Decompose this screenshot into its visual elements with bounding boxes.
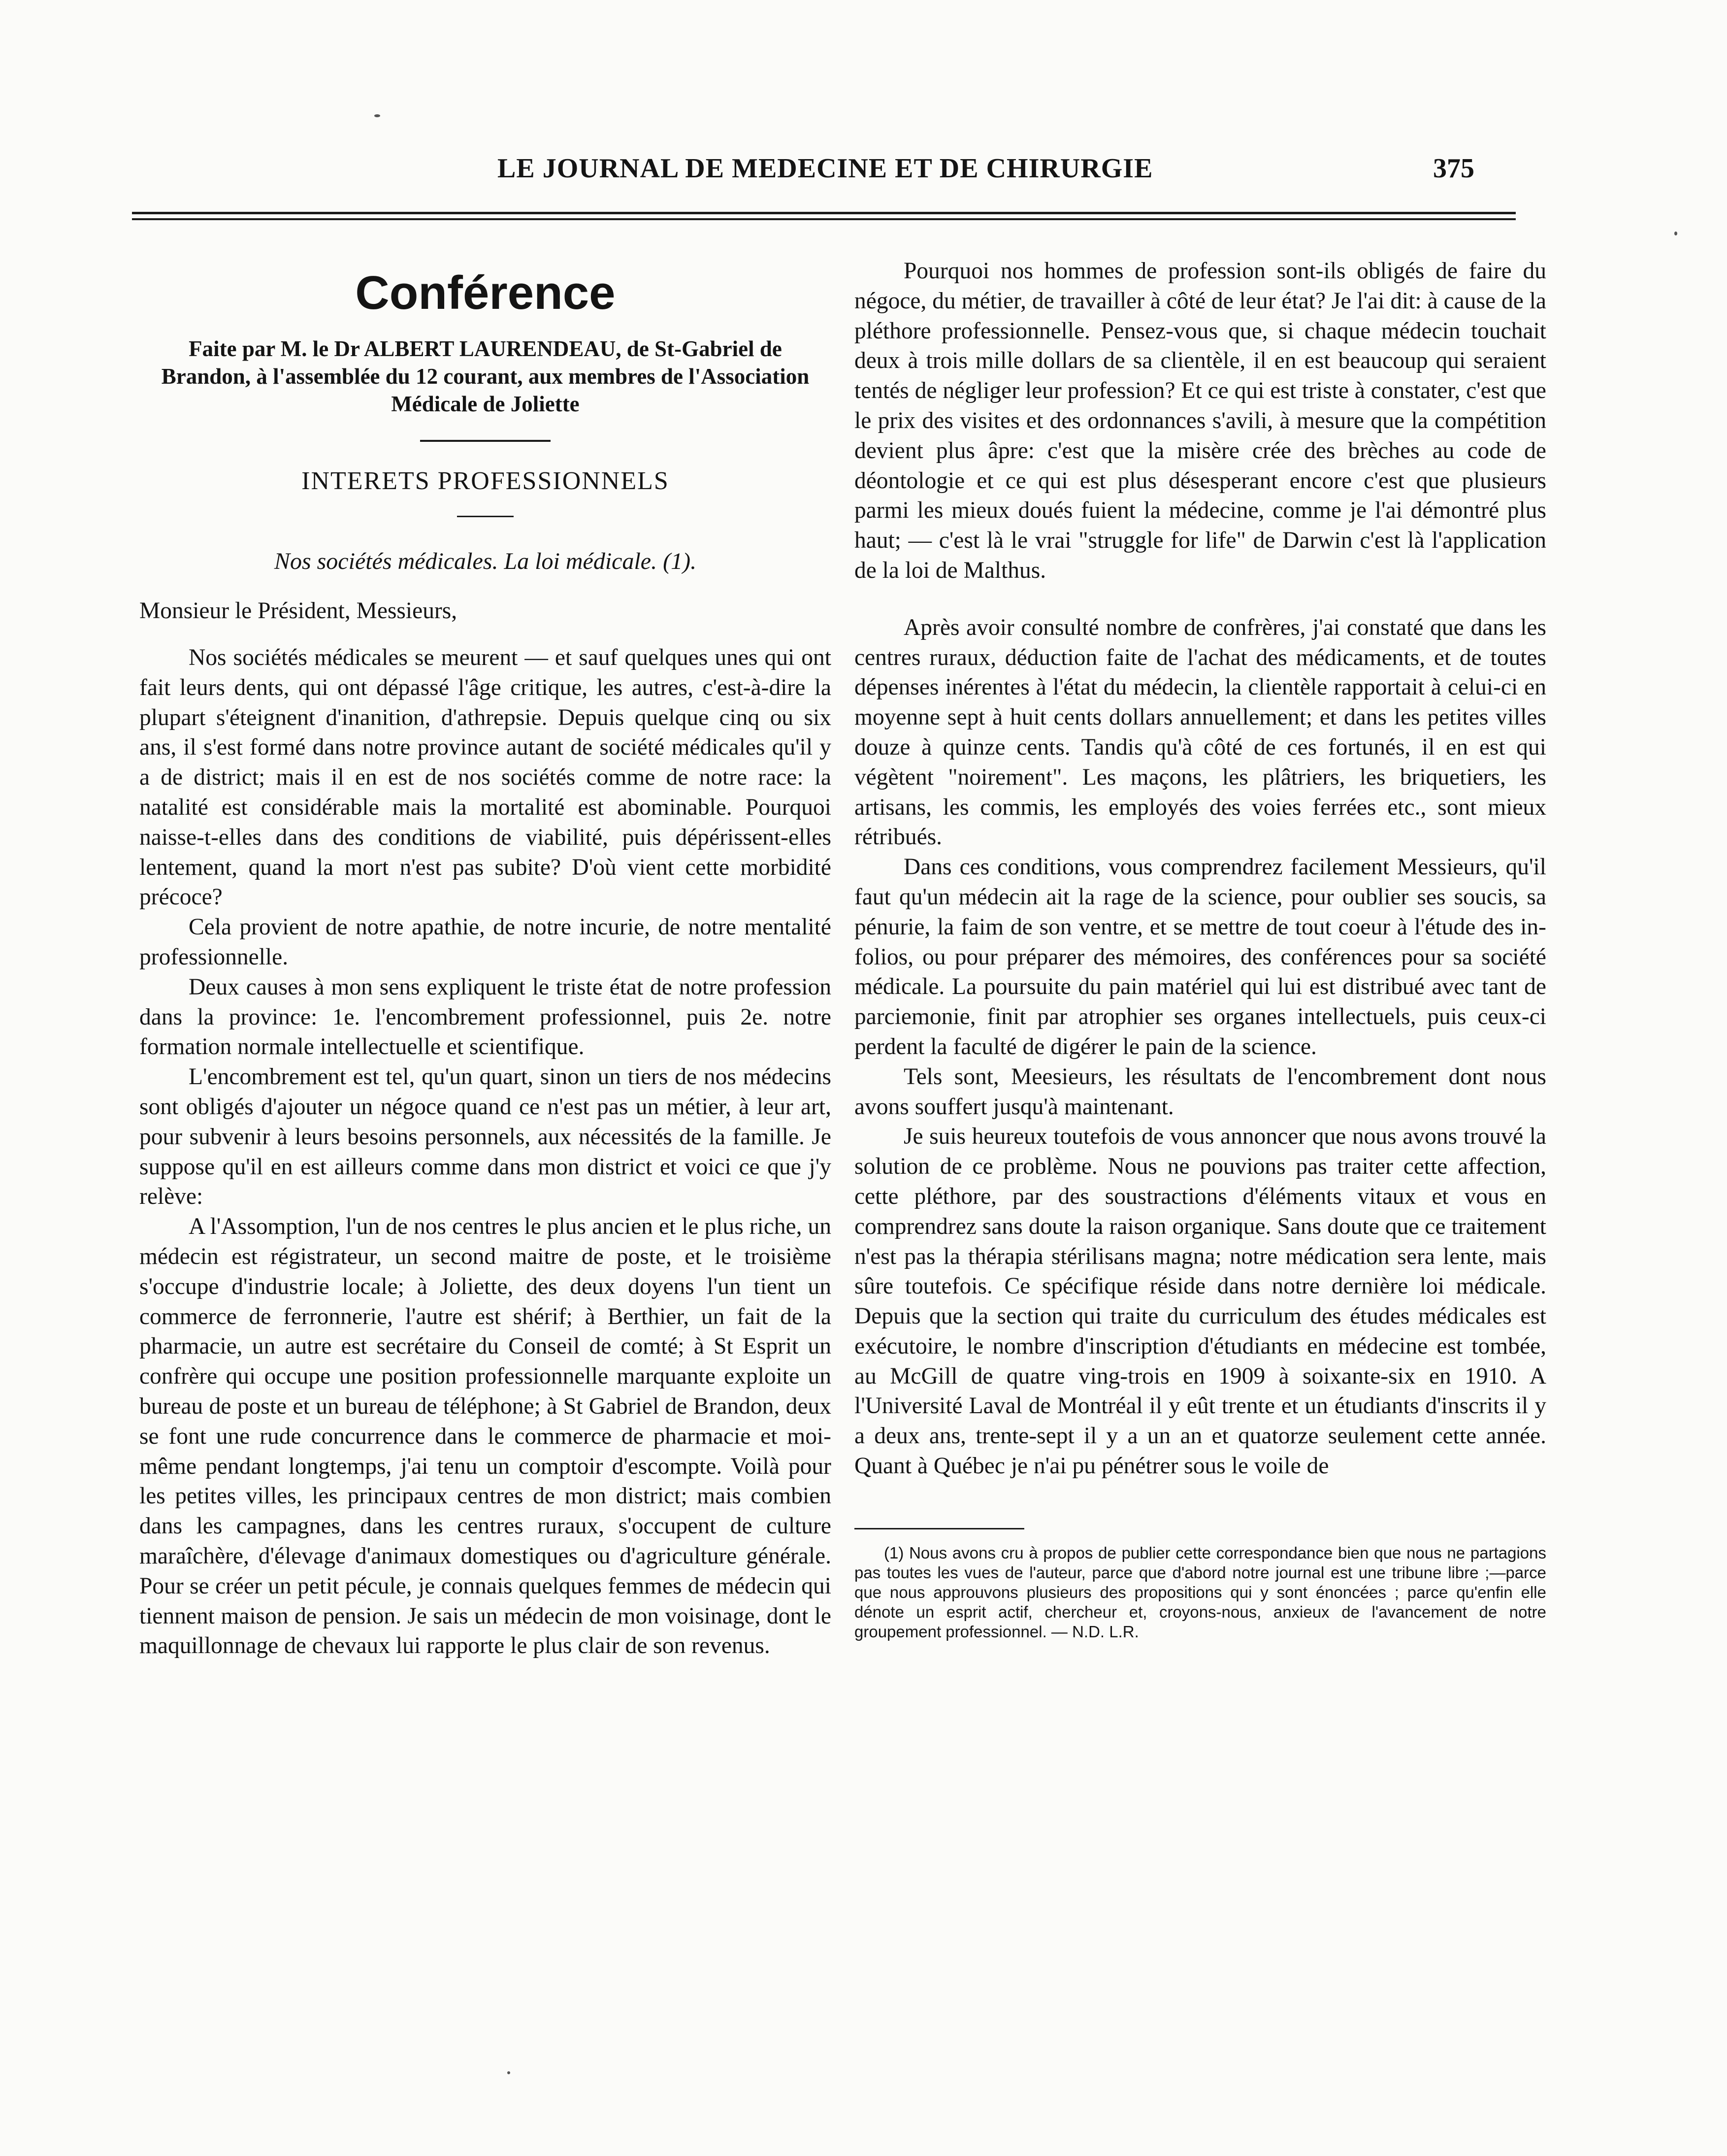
header-rule [132,212,1516,220]
left-paragraph-4: L'encombrement est tel, qu'un quart, sinon un tiers de nos médecins sont obligés d'ajouter un négoce quand ce n'est pas un métier, à leur art, pour subvenir à leurs besoins personnels, aux nécessités de la famille. Je suppose qu'il en est ailleurs comme dans mon district et voici ce que j'y relève: [139,1064,831,1210]
left-paragraph-1: Nos sociétés médicales se meurent — et sauf quelques unes qui ont fait leurs dents, qui ont dépassé l'âge critique, les autres, c'est-à-dire la plupart s'éteignent d'inanition, d'athrepsie. Depuis quelque cinq ou six ans, il s'est formé dans notre province autant de société médicales qu'il y a de district; mais il en est de nos sociétés comme de notre race: la natalité est considérable mais la mortalité est abominable. Pourquoi naisse-t-elles dans des conditions de viabilité, puis dépérissent-elles lentement, quand la mort n'est pas subite? D'où vient cette morbidité précoce? [139,645,831,910]
article-subtitle: Faite par M. le Dr ALBERT LAURENDEAU, de St-Gabriel de Brandon, à l'assemblée du 12 courant, aux membres de l'Association Médicale de Joliette [161,336,810,416]
journal-title: LE JOURNAL DE MEDECINE ET DE CHIRURGIE [497,153,1153,184]
footnote-rule [854,1528,1024,1529]
running-header [0,153,1727,192]
right-paragraph-4: Tels sont, Meesieurs, les résultats de l'encombrement dont nous avons souffert jusqu'à maintenant. [854,1063,1546,1120]
scan-speck [374,114,380,117]
paragraph-gap [854,586,1546,613]
left-paragraph-3: Deux causes à mon sens expliquent le triste état de notre profession dans la province: 1e. l'encombrement professionnel, puis 2e. notre formation normale intellectuelle et scientifique. [139,974,831,1060]
scan-speck [1674,232,1677,235]
right-paragraph-5: Je suis heureux toutefois de vous annoncer que nous avons trouvé la solution de ce problème. Nous ne pouvions pas traiter cette affection, cette pléthore, par des soustractions d'éléments vitaux et vous en comprendrez sans doute la raison organique. Sans doute que ce traitement n'est pas la thérapia stérilisans magna; notre médication sera lente, mais sûre toutefois. Ce spécifique réside dans notre dernière loi médicale. Depuis que la section qui traite du curriculum des études médicales est exécutoire, le nombre d'inscription d'étudiants en médecine est tombée, au McGill de quatre ving-trois en 1909 à soixante-six en 1910. A l'Université Laval de Montréal il y eût trente et un étudiants d'inscrits il y a deux ans, trente-sept il y a un an et quatorze seulement cette année. Quant à Québec je n'ai pu pénétrer sous le voile de [854,1124,1546,1479]
page-number: 375 [1433,153,1474,184]
title-divider [420,440,551,442]
section-title: INTERETS PROFESSIONNELS [301,467,669,495]
right-column [854,256,1546,1642]
footnote: (1) Nous avons cru à propos de publier cette correspondance bien que nous ne partagions pas toutes les vues de l'auteur, parce que d'abord notre journal est une tribune libre ;—parce que nous approuvons plusieurs des propositions qui y sont énoncées ; parce qu'enfin elle dénote un esprit actif, chercheur et, croyons-nous, anxieux de l'avancement de notre groupement professionnel. — N.D. L.R. [854,1543,1546,1641]
section-subtitle: Nos sociétés médicales. La loi médicale. (1). [274,548,697,574]
left-column [139,256,831,1661]
right-paragraph-1: Pourquoi nos hommes de profession sont-ils obligés de faire du négoce, du métier, de travailler à côté de leur état? Je l'ai dit: à cause de la pléthore professionnelle. Pensez-vous que, si chaque médecin touchait deux à trois mille dollars de sa clientèle, il en est beaucoup qui seraient tentés de négliger leur profession? Et ce qui est triste à constater, c'est que le prix des visites et des ordonnances s'avili, à mesure que la compétition devient plus âpre: c'est que la misère crée des brèches au code de déontologie et ce qui est plus désesperant encore c'est que plusieurs parmi les mieux doués fuient la médecine, comme je l'ai démontré plus haut; — c'est là le vrai "struggle for life" de Darwin c'est là l'application de la loi de Malthus. [854,258,1546,583]
article-title: Conférence [355,266,616,319]
section-divider [457,516,514,517]
right-paragraph-2: Après avoir consulté nombre de confrères, j'ai constaté que dans les centres ruraux, déduction faite de l'achat des médicaments, et de toutes dépenses inérentes à l'état du médecin, la clientèle rapportait à celui-ci en moyenne sept à huit cents dollars annuellement; et dans les petites villes douze à quinze cents. Tandis qu'à côté de ces fortunés, il en est qui végètent "noirement". Les maçons, les plâtriers, les briquetiers, les artisans, les commis, les employés des voies ferrées etc., sont mieux rétribués. [854,614,1546,850]
left-paragraph-2: Cela provient de notre apathie, de notre incurie, de notre mentalité professionnelle. [139,914,831,970]
right-paragraph-3: Dans ces conditions, vous comprendrez facilement Messieurs, qu'il faut qu'un médecin ait la rage de la science, pour oublier ses soucis, sa pénurie, la faim de son ventre, et se mettre de tout coeur à l'étude des in-folios, ou pour préparer des mémoires, des conférences pour sa société médicale. La poursuite du pain matériel qui lui est distribué avec tant de parciemonie, finit par atrophier ses organes intellectuels, puis ceux-ci perdent la faculté de digérer le pain de la science. [854,854,1546,1060]
left-paragraph-5: A l'Assomption, l'un de nos centres le plus ancien et le plus riche, un médecin est régistrateur, un second maitre de poste, et le troisième s'occupe d'industrie locale; à Joliette, des deux doyens l'un tient un commerce de ferronnerie, l'autre est shérif; à Berthier, un fait de la pharmacie, un autre est secrétaire du Conseil de comté; à St Esprit un confrère qui occupe une position professionnelle marquante exploite un bureau de poste et un bureau de téléphone; à St Gabriel de Brandon, deux se font une rude concurrence dans le commerce de pharmacie et moi-même pendant longtemps, j'ai tenu un comptoir d'escompte. Voilà pour les petites villes, les principaux centres de mon district; mais combien dans les campagnes, dans les centres ruraux, s'occupent de culture maraîchère, d'élevage d'animaux domestiques ou d'agriculture générale. Pour se créer un petit pécule, je connais quelques femmes de médecin qui tiennent maison de pension. Je sais un médecin de mon voisinage, dont le maquillonnage de chevaux lui rapporte le plus clair de son revenus. [139,1214,831,1659]
salutation: Monsieur le Président, Messieurs, [139,598,457,624]
scan-speck [507,2071,510,2074]
